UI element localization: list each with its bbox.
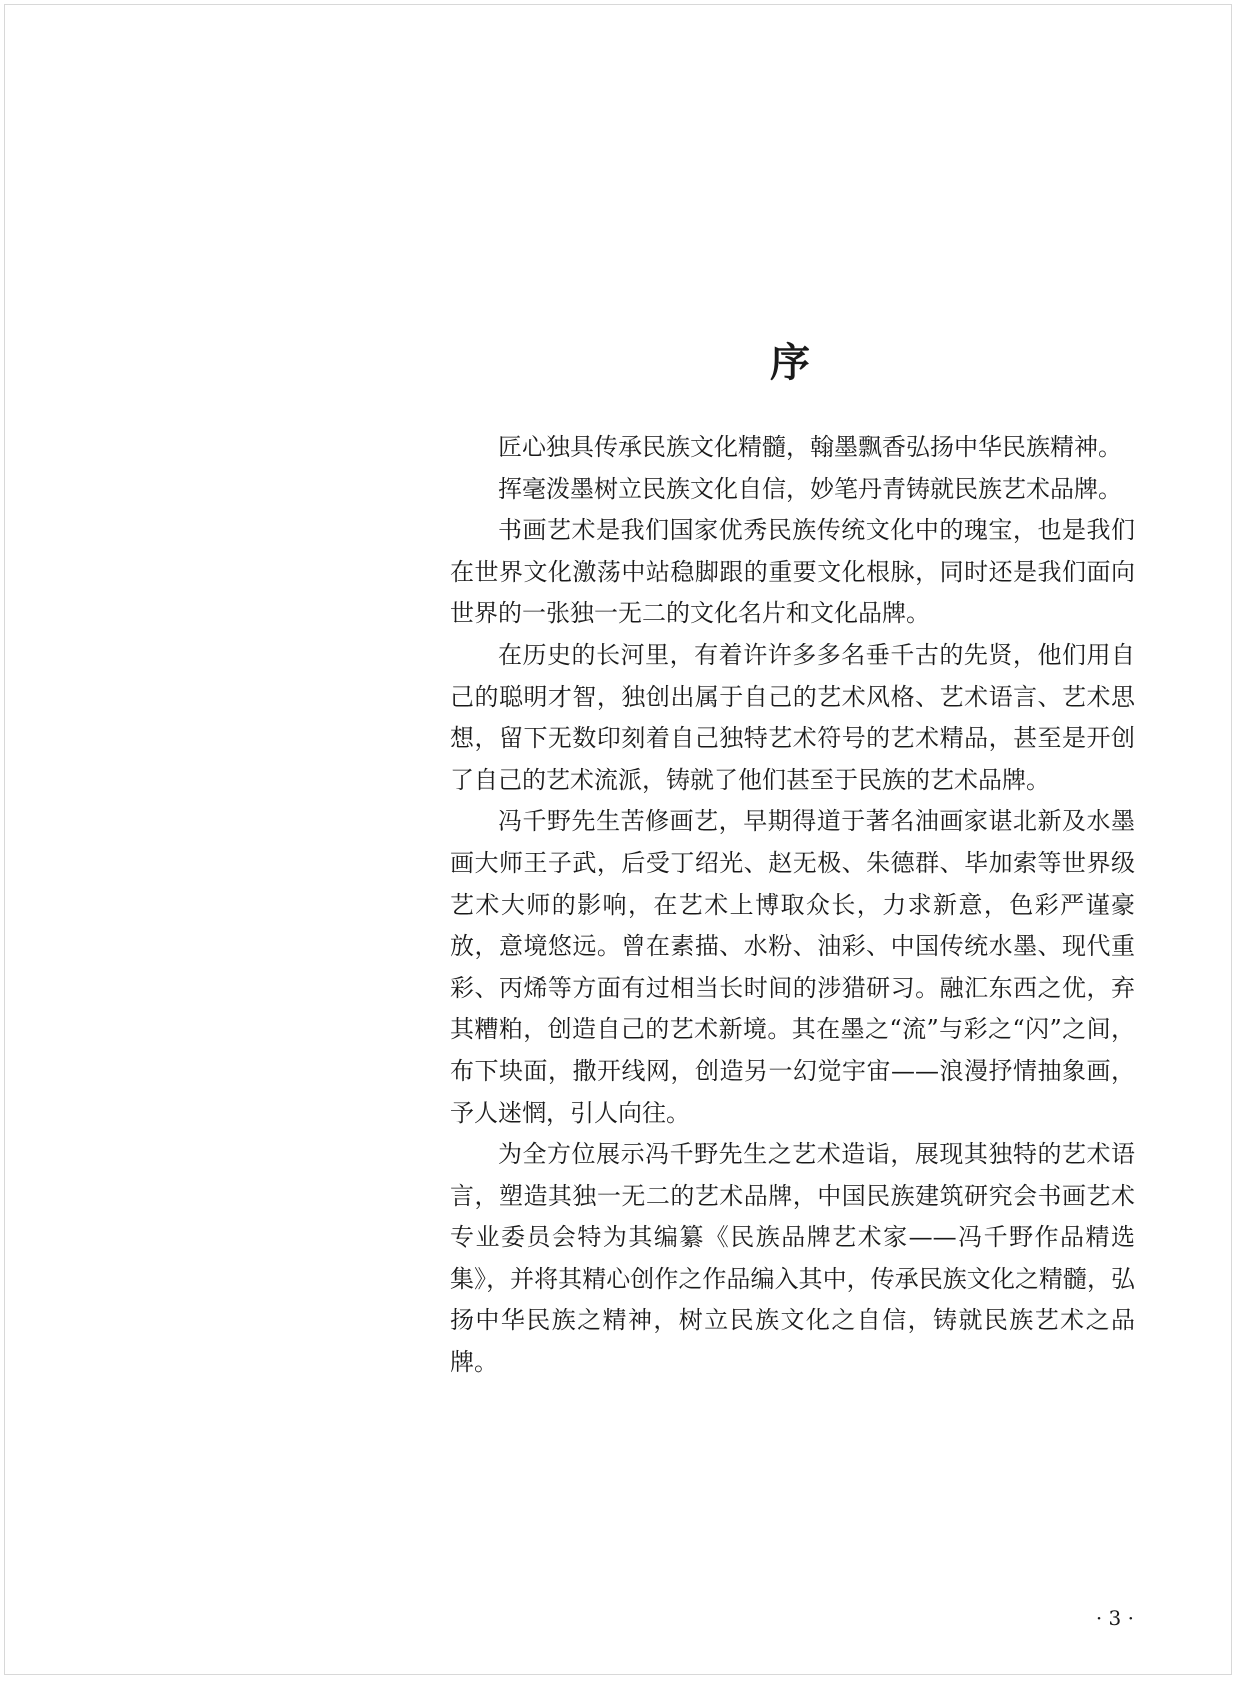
- page-title: 序: [770, 338, 812, 386]
- paragraph: 冯千野先生苦修画艺，早期得道于著名油画家谌北新及水墨画大师王子武，后受丁绍光、赵无极、朱德群、毕加索等世界级艺术大师的影响，在艺术上博取众长，力求新意，色彩严谨豪放，意境悠远。曾在素描、水粉、油彩、中国传统水墨、现代重彩、丙烯等方面有过相当长时间的涉猎研习。融汇东西之优，弃其糟粕，创造自己的艺术新境。其在墨之“流”与彩之“闪”之间，布下块面，撒开线网，创造另一幻觉宇宙——浪漫抒情抽象画，予人迷惘，引人向往。: [450, 807, 1135, 1127]
- paragraph: 书画艺术是我们国家优秀民族传统文化中的瑰宝，也是我们在世界文化激荡中站稳脚跟的重要文化根脉，同时还是我们面向世界的一张独一无二的文化名片和文化品牌。: [450, 516, 1135, 628]
- paragraph: 匠心独具传承民族文化精髓，翰墨飘香弘扬中华民族精神。: [498, 433, 1122, 461]
- paragraph: 挥毫泼墨树立民族文化自信，妙笔丹青铸就民族艺术品牌。: [498, 474, 1122, 503]
- paragraph: 为全方位展示冯千野先生之艺术造诣，展现其独特的艺术语言，塑造其独一无二的艺术品牌，中国民族建筑研究会书画艺术专业委员会特为其编纂《民族品牌艺术家——冯千野作品精选集》，并将其精心创作之作品编入其中，传承民族文化之精髓，弘扬中华民族之精神，树立民族文化之自信，铸就民族艺术之品牌。: [450, 1140, 1135, 1377]
- paragraph: 在历史的长河里，有着许许多多名垂千古的先贤，他们用自己的聪明才智，独创出属于自己的艺术风格、艺术语言、艺术思想，留下无数印刻着自己独特艺术符号的艺术精品，甚至是开创了自己的艺术流派，铸就了他们甚至于民族的艺术品牌。: [450, 640, 1135, 794]
- preface-body: [450, 427, 1135, 1384]
- page-number: · 3 ·: [1095, 1606, 1134, 1630]
